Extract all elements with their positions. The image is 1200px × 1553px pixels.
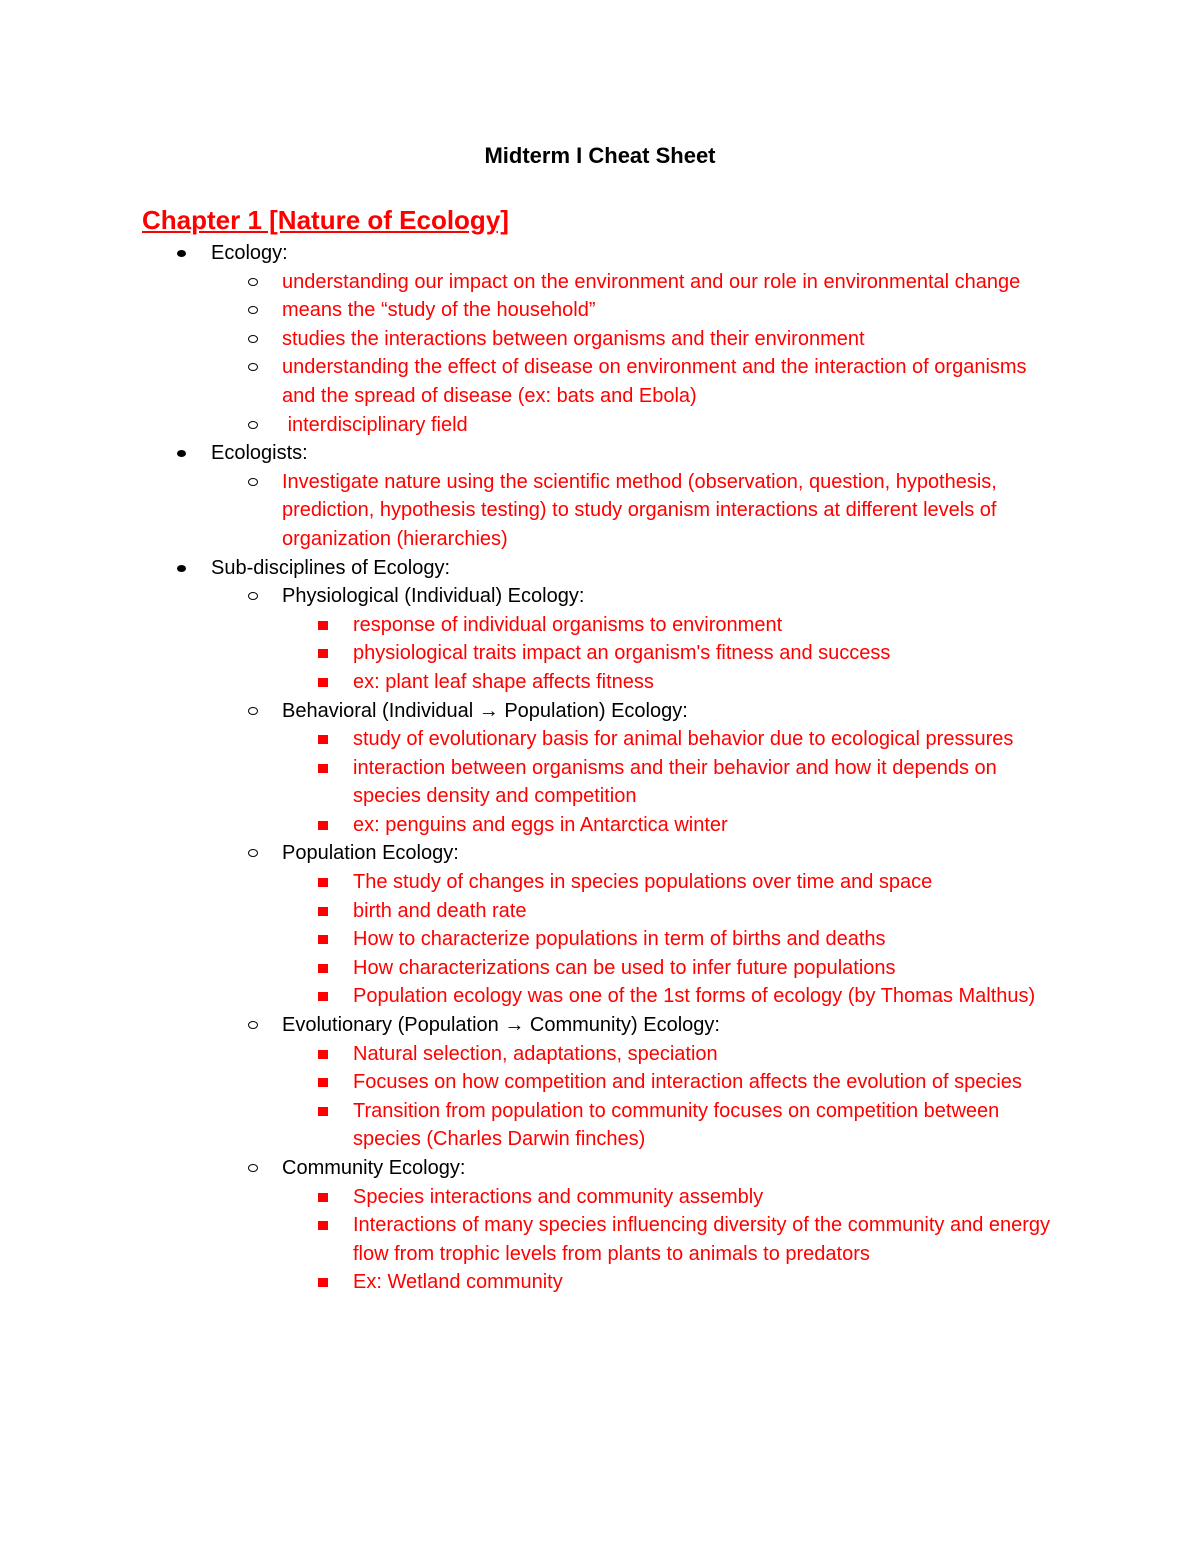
outline-list bbox=[0, 239, 1200, 1297]
hollow-bullet-icon bbox=[248, 306, 258, 314]
subtopic-physiological: Physiological (Individual) Ecology: bbox=[0, 582, 1057, 611]
list-item: interaction between organisms and their behavior and how it depends on species density and competition bbox=[0, 754, 1053, 811]
list-item: Interactions of many species influencing diversity of the community and energy flow from trophic levels from plants to animals to predators bbox=[0, 1211, 1053, 1268]
subtopic-community: Community Ecology: bbox=[0, 1154, 1057, 1183]
list-item: Ex: Wetland community bbox=[0, 1268, 1053, 1297]
square-bullet-icon bbox=[318, 1107, 328, 1116]
document-title: Midterm I Cheat Sheet bbox=[484, 143, 716, 168]
list-item: study of evolutionary basis for animal behavior due to ecological pressures bbox=[0, 725, 1053, 754]
filled-bullet-icon bbox=[177, 565, 186, 572]
filled-bullet-icon bbox=[177, 450, 186, 457]
hollow-bullet-icon bbox=[248, 1021, 258, 1029]
list-item: How to characterize populations in term of births and deaths bbox=[0, 925, 1053, 954]
list-item: interdisciplinary field bbox=[0, 411, 1057, 440]
hollow-bullet-icon bbox=[248, 421, 258, 429]
hollow-bullet-icon bbox=[248, 707, 258, 715]
subtopic-population: Population Ecology: bbox=[0, 839, 1057, 868]
topic-label: Sub-disciplines of Ecology: bbox=[211, 556, 451, 579]
list-item: Focuses on how competition and interaction affects the evolution of species bbox=[0, 1068, 1053, 1097]
list-item: Transition from population to community focuses on competition between species (Charles Darwin finches) bbox=[0, 1097, 1053, 1154]
list-item: means the “study of the household” bbox=[0, 296, 1057, 325]
square-bullet-icon bbox=[318, 1078, 328, 1087]
hollow-bullet-icon bbox=[248, 278, 258, 286]
list-item: How characterizations can be used to infer future populations bbox=[0, 954, 1053, 983]
hollow-bullet-icon bbox=[248, 363, 258, 371]
hollow-bullet-icon bbox=[248, 849, 258, 857]
square-bullet-icon bbox=[318, 735, 328, 744]
filled-bullet-icon bbox=[177, 250, 186, 257]
list-item: Population ecology was one of the 1st forms of ecology (by Thomas Malthus) bbox=[0, 982, 1053, 1011]
square-bullet-icon bbox=[318, 1221, 328, 1230]
list-item: Species interactions and community assembly bbox=[0, 1183, 1053, 1212]
topic-label: Ecologists: bbox=[211, 442, 308, 465]
square-bullet-icon bbox=[318, 878, 328, 887]
list-item: ex: plant leaf shape affects fitness bbox=[0, 668, 1053, 697]
hollow-bullet-icon bbox=[248, 335, 258, 343]
list-item: The study of changes in species populations over time and space bbox=[0, 868, 1053, 897]
square-bullet-icon bbox=[318, 964, 328, 973]
chapter-heading: Chapter 1 [Nature of Ecology] bbox=[142, 205, 509, 235]
hollow-bullet-icon bbox=[248, 478, 258, 486]
square-bullet-icon bbox=[318, 907, 328, 916]
topic-ecology bbox=[0, 239, 1200, 268]
list-item: birth and death rate bbox=[0, 897, 1053, 926]
square-bullet-icon bbox=[318, 649, 328, 658]
outline-body bbox=[0, 239, 1200, 1297]
list-item: understanding our impact on the environment and our role in environmental change bbox=[0, 268, 1057, 297]
list-item: Investigate nature using the scientific method (observation, question, hypothesis, prediction, hypothesis testing) to study organism interactions at different levels of organization (hierarchies) bbox=[0, 468, 1057, 554]
list-item: understanding the effect of disease on environment and the interaction of organisms and the spread of disease (ex: bats and Ebola) bbox=[0, 353, 1057, 410]
square-bullet-icon bbox=[318, 678, 328, 687]
topic-subdisciplines bbox=[0, 554, 1200, 583]
list-item: physiological traits impact an organism's fitness and success bbox=[0, 639, 1053, 668]
hollow-bullet-icon bbox=[248, 592, 258, 600]
square-bullet-icon bbox=[318, 1278, 328, 1287]
hollow-bullet-icon bbox=[248, 1164, 258, 1172]
list-item: Natural selection, adaptations, speciation bbox=[0, 1040, 1053, 1069]
square-bullet-icon bbox=[318, 621, 328, 630]
square-bullet-icon bbox=[318, 1193, 328, 1202]
square-bullet-icon bbox=[318, 992, 328, 1001]
square-bullet-icon bbox=[318, 935, 328, 944]
square-bullet-icon bbox=[318, 764, 328, 773]
square-bullet-icon bbox=[318, 1050, 328, 1059]
list-item: studies the interactions between organisms and their environment bbox=[0, 325, 1057, 354]
square-bullet-icon bbox=[318, 821, 328, 830]
topic-label: Ecology: bbox=[211, 242, 288, 264]
subtopic-evolutionary: Evolutionary (Population → Community) Ecology: bbox=[0, 1011, 1057, 1040]
topic-ecologists bbox=[0, 439, 1200, 468]
list-item: response of individual organisms to environment bbox=[0, 611, 1053, 640]
list-item: ex: penguins and eggs in Antarctica winter bbox=[0, 811, 1053, 840]
subtopic-behavioral: Behavioral (Individual → Population) Ecology: bbox=[0, 697, 1057, 726]
